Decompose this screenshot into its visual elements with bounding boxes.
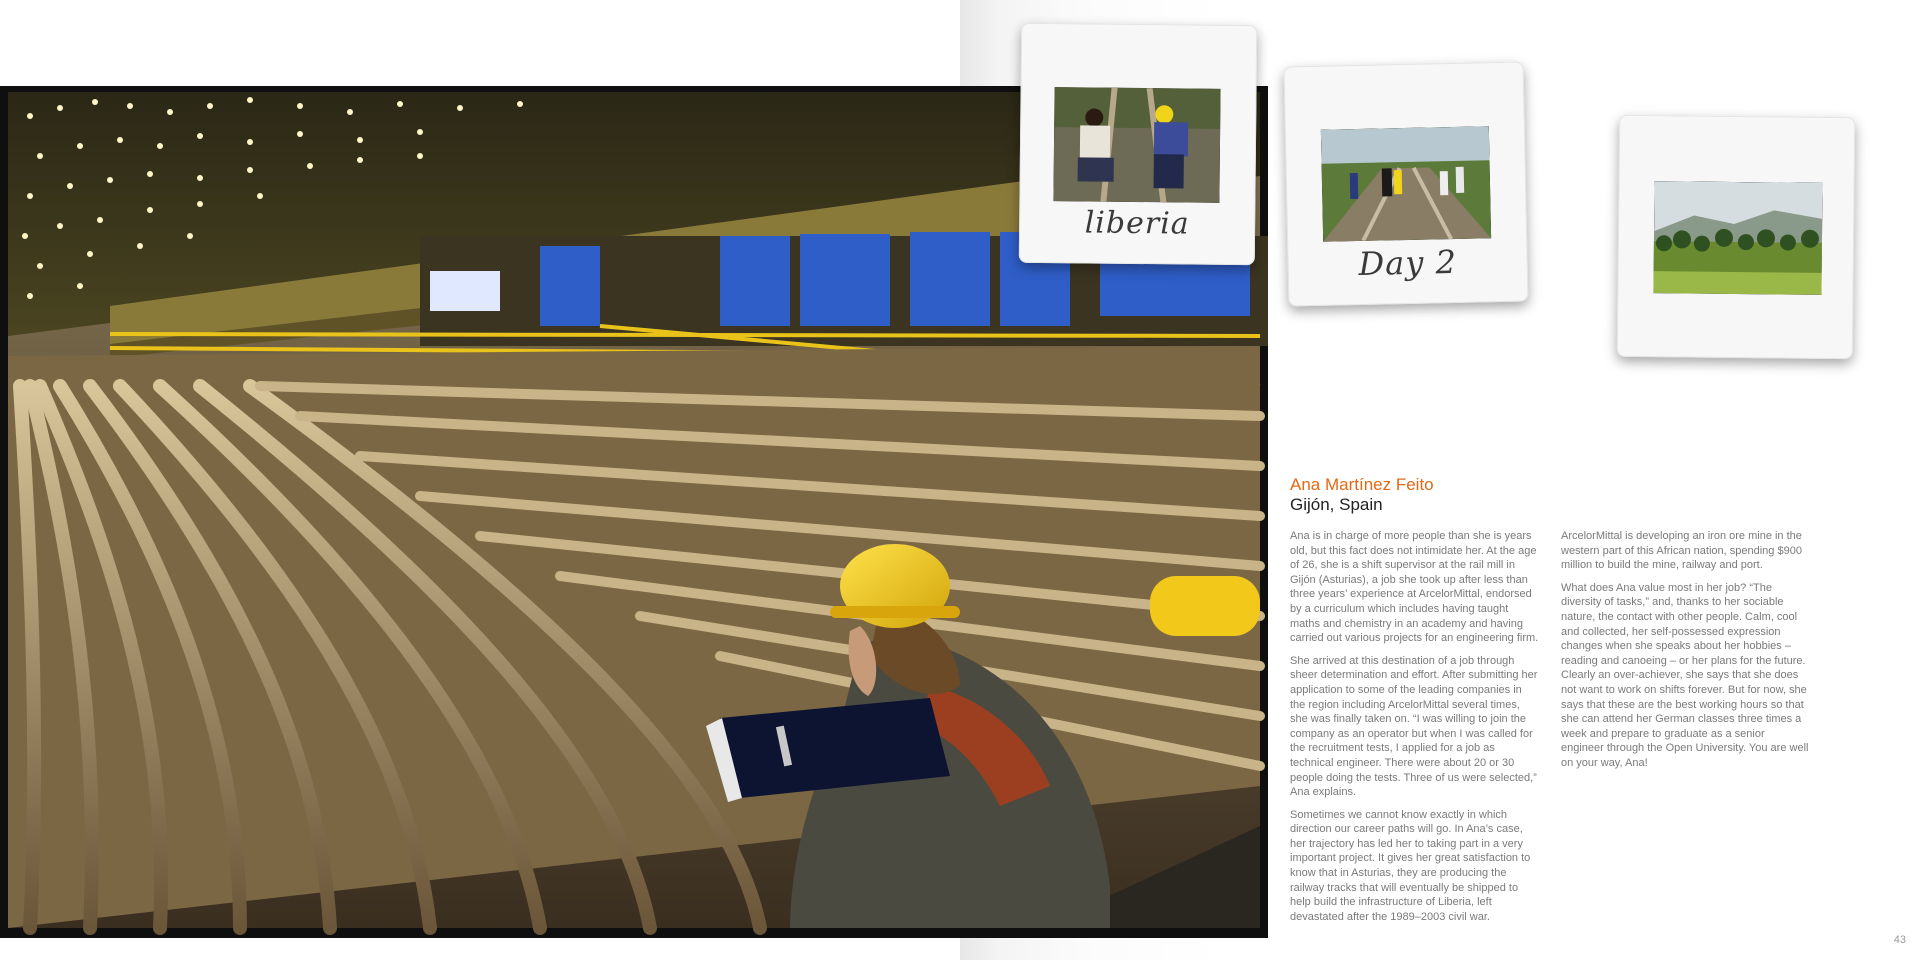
slide-caption-liberia: liberia xyxy=(1084,205,1190,242)
paragraph: Ana is in charge of more people than she is years old, but this fact does not intimidate her. At the age of 26, she is a shift supervisor at the rail mill in Gijón (Asturias), a job she took up after less than three years’ experience at ArcelorMittal, endorsed by a curriculum which includes having taught maths and chemistry in an academy and having carried out various projects for an engineering firm. xyxy=(1290,530,1539,645)
slide-landscape xyxy=(1617,115,1856,359)
slide-photo-track-workers xyxy=(1053,87,1220,203)
slide-photo-railway-group xyxy=(1321,126,1491,241)
person-location: Gijón, Spain xyxy=(1290,495,1383,514)
slide-caption-blank xyxy=(1617,297,1853,299)
article-column-1 xyxy=(1290,529,1539,932)
page-number: 43 xyxy=(1893,934,1906,946)
article-columns xyxy=(1290,529,1810,932)
slide-caption-day-2: Day 2 xyxy=(1358,242,1458,284)
article xyxy=(1290,475,1810,932)
paragraph: ArcelorMittal is developing an iron ore mine in the western part of this African nation, spending $900 million to build the mine, railway and port. xyxy=(1561,530,1802,572)
slide-photo-plantation xyxy=(1653,181,1822,295)
paragraph: Sometimes we cannot know exactly in which direction our career paths will go. In Ana’s case, her trajectory has led her to taking part in a very important project. It gives her great satisfaction to know that in Asturias, they are producing the railway tracks that will eventually be shipped to help build the infrastructure of Liberia, left devastated after the 1989–2003 civil war. xyxy=(1290,808,1531,923)
person-name: Ana Martínez Feito xyxy=(1290,475,1434,494)
paragraph: What does Ana value most in her job? “The diversity of tasks,” and, thanks to her sociable nature, the contact with other people. Calm, cool and collected, her self-possessed expression changes when she speaks about her hobbies – reading and canoeing – or her plans for the future. Clearly an over-achiever, she says that she does not want to work on shifts forever. But for now, she says that these are the best working hours so that she can attend her German classes three times a week and prepare to graduate as a senior engineer through the Open University. You are well on your way, Ana! xyxy=(1561,581,1809,769)
slide-day-2 xyxy=(1284,62,1529,307)
article-column-2 xyxy=(1561,529,1810,932)
paragraph: She arrived at this destination of a job through sheer determination and effort. After submitting her application to some of the leading companies in the region including ArcelorMittal several times, she was finally taken on. “I was willing to join the company as an operator but when I was called for the recruitment tests, I applied for a job as technical engineer. There were about 20 or 30 people doing the tests. Three of us were selected,” Ana explains. xyxy=(1290,654,1538,799)
slide-liberia xyxy=(1019,23,1258,265)
